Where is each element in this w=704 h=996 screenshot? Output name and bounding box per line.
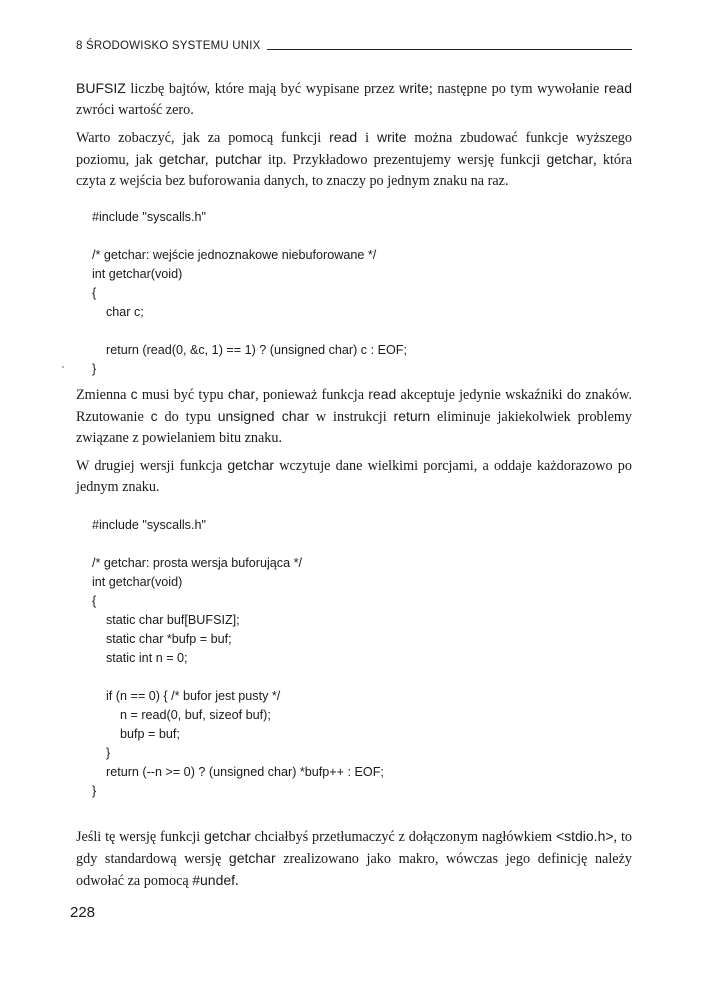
page-number: 228 [70, 904, 96, 921]
code-term: unsigned char [217, 408, 310, 424]
code-line: bufp = buf; [92, 727, 180, 741]
code-term: return [393, 408, 431, 424]
text-run: Warto zobaczyć, jak za pomocą funkcji [76, 130, 330, 146]
code-term: getchar [227, 457, 275, 473]
code-line: if (n == 0) { /* bufor jest pusty */ [92, 689, 281, 703]
text-run: i [357, 130, 377, 146]
code-line: /* getchar: wejście jednoznakowe niebuforowane */ [92, 248, 377, 262]
text-run: ; następne po tym wywołanie [428, 81, 604, 97]
paragraph [76, 127, 632, 192]
text-run: itp. Przykładowo prezentujemy wersję funkcji [261, 152, 547, 168]
code-line [92, 322, 407, 341]
code-term: write [399, 80, 429, 96]
header-rule [267, 49, 632, 50]
paragraph [76, 826, 632, 892]
text-run: , to gdy standardową wersję [76, 829, 632, 867]
code-line: int getchar(void) [92, 267, 183, 281]
text-run: chciałbyś przetłumaczyć z dołączonym nagłówkiem [250, 829, 556, 845]
text-run: musi być typu [137, 387, 228, 403]
text-run: zwróci wartość zero. [76, 102, 194, 118]
text-run: w instrukcji [309, 409, 394, 425]
code-term: read [368, 386, 397, 402]
paragraph [76, 455, 632, 498]
paragraph [76, 384, 632, 449]
text-run: W drugiej wersji funkcja [76, 458, 228, 474]
code-line [92, 227, 407, 246]
code-line: #include "syscalls.h" [92, 518, 206, 532]
code-listing [92, 516, 384, 801]
code-line: #include "syscalls.h" [92, 210, 206, 224]
code-term: <stdio.h> [555, 828, 614, 844]
code-line: n = read(0, buf, sizeof buf); [92, 708, 271, 722]
text-run: wczytuje dane wielkimi porcjami, a oddaje każdorazowo po jednym znaku. [76, 458, 632, 495]
code-line: { [92, 594, 97, 608]
text-run: , która czyta z wejścia bez buforowania danych, to znaczy po jednym znaku na raz. [76, 152, 633, 189]
code-line: static char *bufp = buf; [92, 632, 232, 646]
code-line: static char buf[BUFSIZ]; [92, 613, 240, 627]
code-term: BUFSIZ [76, 80, 126, 96]
code-term: #undef [192, 872, 236, 888]
code-line: int getchar(void) [92, 575, 183, 589]
code-term: write [376, 129, 407, 145]
code-term: read [329, 129, 358, 145]
code-line: { [92, 286, 97, 300]
code-term: getchar [204, 828, 251, 844]
code-line [92, 535, 384, 554]
code-line: return (--n >= 0) ? (unsigned char) *bufp++ : EOF; [92, 765, 384, 779]
code-line: } [92, 746, 111, 760]
code-line: char c; [92, 305, 144, 319]
code-listing [92, 208, 407, 379]
code-term: c [130, 386, 138, 402]
code-line: } [92, 784, 97, 798]
text-run: eliminuje jakiekolwiek problemy związane z powielaniem bitu znaku. [76, 409, 633, 446]
text-run: Jeśli tę wersję funkcji [76, 829, 205, 845]
text-run: Zmienna [76, 387, 131, 403]
paragraph [76, 78, 632, 121]
code-term: getchar [228, 850, 276, 866]
code-line: /* getchar: prosta wersja buforująca */ [92, 556, 303, 570]
scan-speck [62, 366, 64, 368]
code-term: getchar, putchar [158, 151, 262, 167]
text-run: zrealizowano jako makro, wówczas jego definicję należy odwołać za pomocą [76, 851, 632, 889]
text-run: akceptuje jedynie wskaźniki do znaków. Rzutowanie [76, 387, 632, 425]
text-run: liczbę bajtów, które mają być wypisane przez [125, 81, 400, 97]
text-run: do typu [157, 409, 218, 425]
code-line: } [92, 362, 97, 376]
code-line: return (read(0, &c, 1) == 1) ? (unsigned char) c : EOF; [92, 343, 407, 357]
code-line: static int n = 0; [92, 651, 188, 665]
running-header [76, 40, 632, 52]
code-line [92, 668, 384, 687]
code-term: char [227, 386, 256, 402]
running-title: 8 ŚRODOWISKO SYSTEMU UNIX [76, 40, 261, 52]
text-run: można zbudować funkcje wyższego poziomu, jak [76, 130, 632, 168]
code-term: getchar [546, 151, 594, 167]
code-term: read [603, 80, 632, 96]
code-term: c [150, 408, 158, 424]
text-run: , ponieważ funkcja [255, 387, 369, 403]
text-run: . [235, 873, 239, 889]
